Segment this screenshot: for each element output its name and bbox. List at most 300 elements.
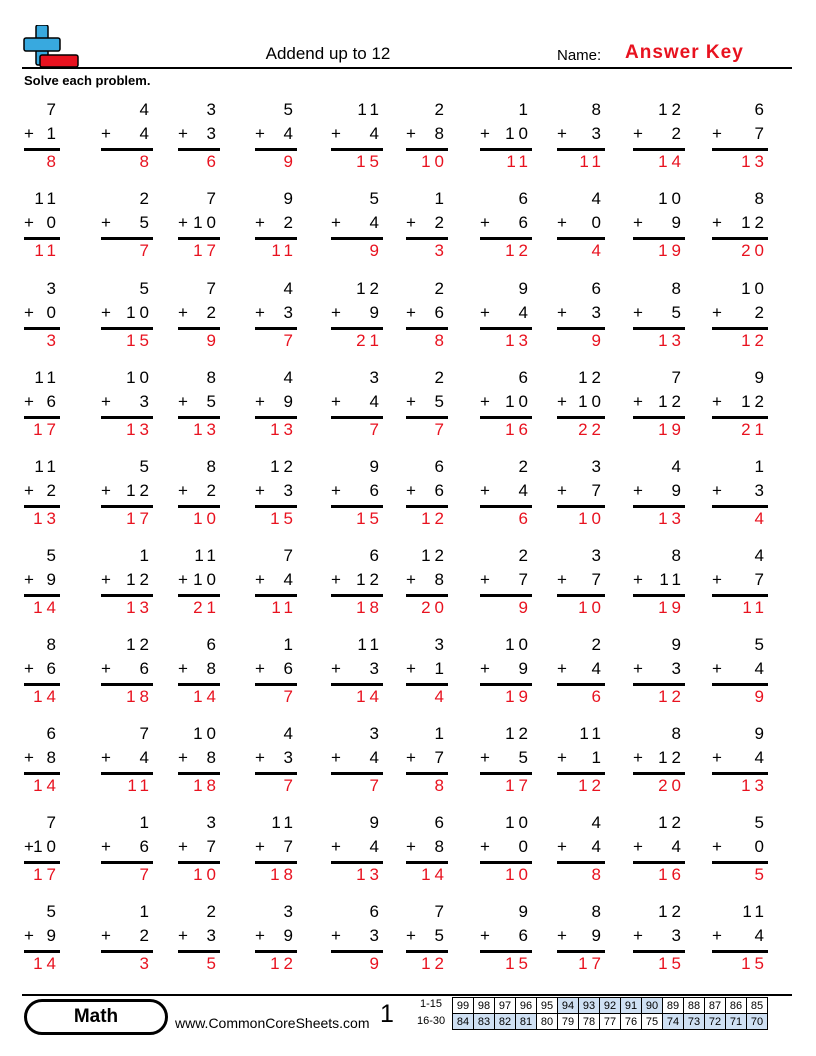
addend-top: 5 — [754, 813, 768, 832]
plus-sign-icon: + — [480, 481, 490, 500]
plus-sign-icon: + — [712, 303, 722, 322]
sum-line — [633, 861, 685, 864]
sum-line — [331, 683, 383, 686]
plus-sign-icon: + — [178, 392, 188, 411]
addend-bottom — [255, 481, 297, 505]
addend-top: 8 — [206, 368, 220, 387]
sum-line — [331, 237, 383, 240]
answer: 4 — [591, 241, 605, 260]
sum-line — [24, 505, 60, 508]
answer: 14 — [658, 152, 685, 171]
answer: 15 — [356, 509, 383, 528]
addend-bottom — [178, 303, 220, 327]
plus-sign-icon: + — [633, 392, 643, 411]
score-range-2: 16-30 — [417, 1015, 446, 1027]
addend-bottom-value: 2 — [46, 481, 60, 500]
addend-top: 10 — [658, 189, 685, 208]
problem — [406, 724, 448, 798]
sum-line — [633, 505, 685, 508]
addend-bottom-value: 4 — [518, 481, 532, 500]
addend-top: 2 — [591, 635, 605, 654]
problem — [480, 189, 532, 263]
answer: 14 — [193, 687, 220, 706]
sum-line — [101, 861, 153, 864]
addend-top: 9 — [671, 635, 685, 654]
problem — [178, 813, 220, 887]
answer: 7 — [369, 420, 383, 439]
plus-sign-icon: + — [178, 124, 188, 143]
subject-badge: Math — [24, 999, 168, 1035]
answer: 3 — [139, 954, 153, 973]
addend-top: 7 — [671, 368, 685, 387]
score-cell: 71 — [726, 1014, 747, 1030]
addend-bottom-value: 5 — [434, 926, 448, 945]
sum-line — [178, 505, 220, 508]
addend-bottom-value: 0 — [518, 837, 532, 856]
addend-top: 10 — [505, 813, 532, 832]
addend-top: 8 — [591, 902, 605, 921]
addend-bottom-value: 4 — [139, 124, 153, 143]
answer: 10 — [193, 865, 220, 884]
problem — [480, 635, 532, 709]
addend-bottom-value: 4 — [754, 748, 768, 767]
plus-sign-icon: + — [331, 124, 341, 143]
sum-line — [101, 683, 153, 686]
addend-top: 7 — [283, 546, 297, 565]
addend-bottom — [255, 303, 297, 327]
addend-top: 3 — [434, 635, 448, 654]
addend-bottom-value: 4 — [369, 837, 383, 856]
problem — [406, 457, 448, 531]
addend-bottom-value: 2 — [139, 926, 153, 945]
plus-sign-icon: + — [633, 926, 643, 945]
addend-bottom-value: 9 — [46, 570, 60, 589]
plus-sign-icon: + — [255, 481, 265, 500]
plus-sign-icon: + — [480, 124, 490, 143]
website-link[interactable]: www.CommonCoreSheets.com — [175, 1015, 370, 1031]
problem — [406, 635, 448, 709]
addend-bottom-value: 7 — [283, 837, 297, 856]
addend-bottom — [633, 213, 685, 237]
addend-top: 12 — [126, 635, 153, 654]
addend-top: 6 — [369, 902, 383, 921]
addend-bottom-value: 10 — [578, 392, 605, 411]
sum-line — [712, 505, 768, 508]
answer: 15 — [658, 954, 685, 973]
addend-top: 4 — [754, 546, 768, 565]
addend-top: 6 — [518, 368, 532, 387]
problem — [255, 724, 297, 798]
problem — [24, 100, 60, 174]
addend-bottom — [480, 837, 532, 861]
addend-bottom-value: 3 — [671, 659, 685, 678]
answer: 6 — [518, 509, 532, 528]
addend-bottom-value: 8 — [206, 748, 220, 767]
addend-bottom — [712, 837, 768, 861]
sum-line — [24, 327, 60, 330]
plus-sign-icon: + — [255, 213, 265, 232]
answer: 14 — [33, 776, 60, 795]
plus-sign-icon: + — [406, 392, 416, 411]
problem — [255, 189, 297, 263]
answer: 4 — [754, 509, 768, 528]
answer: 10 — [505, 865, 532, 884]
problem — [331, 813, 383, 887]
addend-bottom-value: 12 — [658, 748, 685, 767]
addend-bottom — [331, 570, 383, 594]
problem — [178, 635, 220, 709]
addend-top: 3 — [283, 902, 297, 921]
plus-sign-icon: + — [480, 837, 490, 856]
sum-line — [633, 772, 685, 775]
addend-top: 9 — [754, 724, 768, 743]
sum-line — [406, 148, 448, 151]
sum-line — [406, 950, 448, 953]
problem — [331, 189, 383, 263]
problem — [178, 902, 220, 976]
problem — [406, 189, 448, 263]
sum-line — [557, 505, 605, 508]
problem — [480, 100, 532, 174]
score-cell: 95 — [537, 998, 558, 1014]
problem — [633, 100, 685, 174]
answer: 21 — [356, 331, 383, 350]
problem — [557, 100, 605, 174]
answer: 13 — [658, 509, 685, 528]
problem — [255, 813, 297, 887]
answer: 21 — [741, 420, 768, 439]
addend-bottom — [24, 659, 60, 683]
addend-top: 3 — [591, 546, 605, 565]
addend-top: 6 — [518, 189, 532, 208]
addend-top: 5 — [283, 100, 297, 119]
answer: 8 — [434, 331, 448, 350]
answer: 12 — [270, 954, 297, 973]
score-cell: 79 — [558, 1014, 579, 1030]
sum-line — [101, 772, 153, 775]
answer: 17 — [33, 865, 60, 884]
problem — [101, 100, 153, 174]
addend-bottom — [24, 481, 60, 505]
addend-bottom-value: 5 — [518, 748, 532, 767]
addend-top: 12 — [658, 813, 685, 832]
addend-bottom — [255, 213, 297, 237]
problem — [633, 902, 685, 976]
addend-bottom-value: 3 — [283, 481, 297, 500]
plus-sign-icon: + — [178, 748, 188, 767]
addend-bottom-value: 1 — [46, 124, 60, 143]
addend-bottom-value: 6 — [46, 392, 60, 411]
addend-top: 11 — [742, 902, 768, 921]
sum-line — [480, 594, 532, 597]
answer: 4 — [434, 687, 448, 706]
problem — [255, 457, 297, 531]
addend-bottom-value: 4 — [369, 124, 383, 143]
addend-bottom-value: 12 — [741, 213, 768, 232]
plus-sign-icon: + — [101, 392, 111, 411]
addend-bottom — [712, 748, 768, 772]
addend-bottom — [480, 748, 532, 772]
addend-bottom — [24, 926, 60, 950]
addend-top: 4 — [283, 724, 297, 743]
answer: 9 — [518, 598, 532, 617]
addend-bottom-value: 1 — [591, 748, 605, 767]
answer: 15 — [356, 152, 383, 171]
addend-bottom-value: 3 — [671, 926, 685, 945]
plus-sign-icon: + — [178, 570, 188, 589]
addend-bottom — [406, 570, 448, 594]
problem — [712, 368, 768, 442]
sum-line — [255, 772, 297, 775]
plus-sign-icon: + — [712, 124, 722, 143]
score-cell: 77 — [600, 1014, 621, 1030]
sum-line — [101, 594, 153, 597]
plus-sign-icon: + — [557, 748, 567, 767]
addend-top: 11 — [579, 724, 605, 743]
plus-sign-icon: + — [255, 837, 265, 856]
plus-sign-icon: + — [480, 926, 490, 945]
score-cell: 84 — [453, 1014, 474, 1030]
plus-sign-icon: + — [406, 213, 416, 232]
sum-line — [712, 683, 768, 686]
addend-top: 5 — [139, 457, 153, 476]
addend-bottom-value: 4 — [671, 837, 685, 856]
answer: 17 — [126, 509, 153, 528]
addend-bottom — [331, 303, 383, 327]
answer: 17 — [578, 954, 605, 973]
addend-bottom-value: 6 — [434, 303, 448, 322]
addend-bottom-value: 3 — [591, 303, 605, 322]
plus-sign-icon: + — [255, 748, 265, 767]
addend-bottom — [101, 124, 153, 148]
addend-bottom-value: 4 — [283, 570, 297, 589]
sum-line — [406, 861, 448, 864]
sum-line — [331, 416, 383, 419]
page-title: Addend up to 12 — [265, 44, 391, 63]
answer: 10 — [578, 509, 605, 528]
addend-bottom-value: 12 — [741, 392, 768, 411]
addend-top: 7 — [46, 813, 60, 832]
plus-sign-icon: + — [712, 570, 722, 589]
addend-bottom-value: 3 — [591, 124, 605, 143]
plus-sign-icon: + — [480, 303, 490, 322]
score-cell: 82 — [495, 1014, 516, 1030]
score-cell: 92 — [600, 998, 621, 1014]
addend-top: 12 — [658, 902, 685, 921]
answer: 9 — [369, 954, 383, 973]
addend-top: 5 — [369, 189, 383, 208]
plus-sign-icon: + — [24, 748, 34, 767]
sum-line — [557, 327, 605, 330]
problem — [331, 724, 383, 798]
addend-bottom-value: 4 — [369, 392, 383, 411]
score-cell: 87 — [705, 998, 726, 1014]
addend-top: 7 — [206, 189, 220, 208]
addend-bottom-value: 7 — [591, 570, 605, 589]
problem — [557, 546, 605, 620]
plus-sign-icon: + — [557, 213, 567, 232]
addend-bottom-value: 6 — [518, 926, 532, 945]
addend-top: 1 — [518, 100, 532, 119]
addend-bottom-value: 7 — [206, 837, 220, 856]
problem — [255, 635, 297, 709]
addend-bottom — [712, 570, 768, 594]
addend-top: 5 — [46, 546, 60, 565]
plus-sign-icon: + — [331, 748, 341, 767]
sum-line — [255, 594, 297, 597]
addend-bottom-value: 9 — [591, 926, 605, 945]
sum-line — [557, 683, 605, 686]
plus-sign-icon: + — [255, 392, 265, 411]
answer: 19 — [505, 687, 532, 706]
sum-line — [178, 683, 220, 686]
problem — [712, 724, 768, 798]
addend-bottom — [712, 392, 768, 416]
answer: 7 — [139, 865, 153, 884]
addend-bottom — [24, 837, 60, 861]
problem — [712, 902, 768, 976]
addend-bottom — [101, 392, 153, 416]
addend-top: 6 — [369, 546, 383, 565]
problem — [331, 457, 383, 531]
problem — [331, 635, 383, 709]
addend-bottom — [557, 392, 605, 416]
addend-top: 12 — [270, 457, 297, 476]
plus-sign-icon: + — [712, 481, 722, 500]
addend-bottom — [406, 303, 448, 327]
plus-sign-icon: + — [633, 481, 643, 500]
sum-line — [255, 237, 297, 240]
addend-bottom-value: 6 — [369, 481, 383, 500]
addend-bottom-value: 12 — [126, 570, 153, 589]
plus-sign-icon: + — [406, 926, 416, 945]
addend-bottom — [480, 481, 532, 505]
addend-bottom-value: 12 — [126, 481, 153, 500]
plus-sign-icon: + — [557, 481, 567, 500]
addend-top: 9 — [754, 368, 768, 387]
addend-bottom — [101, 837, 153, 861]
sum-line — [633, 416, 685, 419]
addend-bottom-value: 9 — [518, 659, 532, 678]
addend-top: 1 — [434, 724, 448, 743]
answer: 12 — [421, 509, 448, 528]
answer: 13 — [741, 776, 768, 795]
answer: 11 — [506, 152, 532, 171]
addend-bottom — [101, 303, 153, 327]
score-row — [453, 1014, 768, 1030]
score-cell: 99 — [453, 998, 474, 1014]
sum-line — [101, 416, 153, 419]
answer: 14 — [33, 954, 60, 973]
addend-bottom-value: 4 — [518, 303, 532, 322]
addend-top: 3 — [369, 724, 383, 743]
addend-top: 9 — [518, 902, 532, 921]
answer: 17 — [193, 241, 220, 260]
score-cell: 74 — [663, 1014, 684, 1030]
problem — [480, 724, 532, 798]
score-table — [452, 997, 768, 1030]
answer: 15 — [126, 331, 153, 350]
plus-sign-icon: + — [633, 659, 643, 678]
addend-top: 10 — [505, 635, 532, 654]
problem — [406, 902, 448, 976]
addend-top: 1 — [139, 902, 153, 921]
problem — [557, 635, 605, 709]
addend-top: 1 — [754, 457, 768, 476]
addend-bottom — [633, 926, 685, 950]
addend-top: 1 — [283, 635, 297, 654]
addend-bottom-value: 5 — [206, 392, 220, 411]
problem — [712, 546, 768, 620]
sum-line — [331, 327, 383, 330]
addend-bottom-value: 10 — [33, 837, 60, 856]
addend-bottom — [101, 659, 153, 683]
sum-line — [24, 683, 60, 686]
answer: 9 — [369, 241, 383, 260]
plus-sign-icon: + — [633, 303, 643, 322]
plus-sign-icon: + — [712, 926, 722, 945]
addend-top: 7 — [46, 100, 60, 119]
score-cell: 86 — [726, 998, 747, 1014]
addend-bottom — [331, 659, 383, 683]
addend-top: 11 — [34, 189, 60, 208]
addend-top: 2 — [434, 368, 448, 387]
sum-line — [178, 950, 220, 953]
sum-line — [480, 237, 532, 240]
sum-line — [255, 505, 297, 508]
addend-top: 11 — [34, 457, 60, 476]
sum-line — [24, 950, 60, 953]
answer: 11 — [742, 598, 768, 617]
addend-bottom — [480, 926, 532, 950]
addend-bottom-value: 5 — [671, 303, 685, 322]
plus-sign-icon: + — [331, 659, 341, 678]
score-cell: 91 — [621, 998, 642, 1014]
plus-sign-icon: + — [557, 392, 567, 411]
addend-bottom — [557, 748, 605, 772]
problem — [255, 100, 297, 174]
addend-bottom-value: 3 — [283, 748, 297, 767]
addend-bottom — [178, 570, 220, 594]
addend-top: 7 — [139, 724, 153, 743]
sum-line — [633, 327, 685, 330]
addend-bottom-value: 10 — [193, 570, 220, 589]
sum-line — [178, 772, 220, 775]
sum-line — [406, 772, 448, 775]
addend-bottom — [712, 659, 768, 683]
sum-line — [24, 594, 60, 597]
sum-line — [331, 594, 383, 597]
addend-bottom-value: 9 — [283, 392, 297, 411]
addend-bottom-value: 3 — [283, 303, 297, 322]
addend-bottom — [633, 570, 685, 594]
sum-line — [255, 950, 297, 953]
answer: 20 — [658, 776, 685, 795]
instructions: Solve each problem. — [24, 73, 151, 88]
answer: 12 — [505, 241, 532, 260]
addend-bottom-value: 7 — [518, 570, 532, 589]
plus-sign-icon: + — [101, 659, 111, 678]
sum-line — [255, 683, 297, 686]
answer: 18 — [356, 598, 383, 617]
addend-top: 7 — [206, 279, 220, 298]
addend-bottom — [557, 926, 605, 950]
plus-sign-icon: + — [480, 748, 490, 767]
answer: 18 — [270, 865, 297, 884]
addend-top: 10 — [741, 279, 768, 298]
addend-bottom-value: 5 — [139, 213, 153, 232]
addend-bottom-value: 6 — [46, 659, 60, 678]
